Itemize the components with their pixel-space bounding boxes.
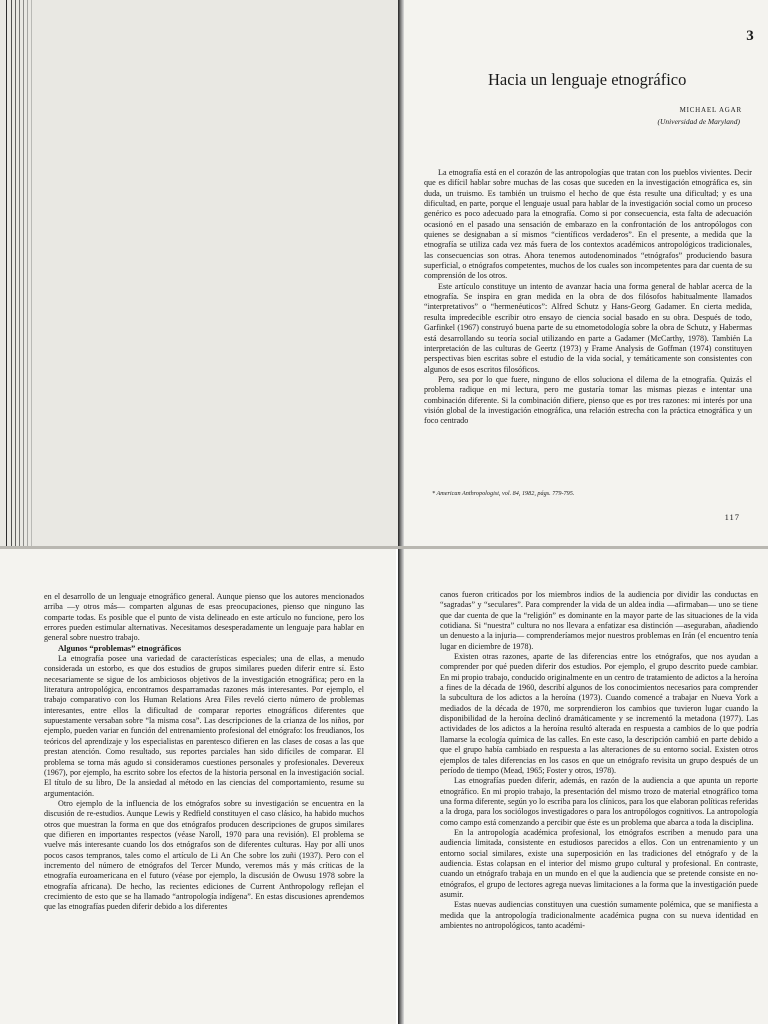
paragraph: La etnografía está en el corazón de las antropologías que tratan con los pueblos vivientes. Decir que es difícil hablar sobre muchas de las cosas que suceden en la investigación etnográfica es, sin duda, un truismo. Es también un truismo el hecho de que ésta resulte una dificultad; y es una dificultad, en parte, porque el lenguaje usual para hablar de la investigación social como un proceso genérico es poco adecuado para la etnografía. Como si por consecuencia, esta falta de adecuación ocasionó en el pasado una sensación de embarazo en la confrontación de los antropólogos con quienes se designaban a sí mismos “científicos verdaderos”. En el presente, a medida que la etnografía se utiliza cada vez más fuera de los contextos académicos antropológicos tradicionales, las consecuencias son otras. Ahora tenemos autodenominados “etnógrafos” produciendo basura superficial, o etnógrafos competentes, muchos de los cuales son incompetentes para dar cuenta de su comprensión de los otros. (424, 168, 752, 281)
binding-edge-line (19, 0, 20, 548)
paragraph: en el desarrollo de un lenguaje etnográfico general. Aunque pienso que los autores mencionados arriba —y otros más— comparten algunas de esas preocupaciones, pienso que ninguno las comparte todas. Es posible que el punto de vista delineado en este artículo no funcione, pero los errores pueden estimular alternativas. Necesitamos desesperadamente un lenguaje para hablar en general sobre nuestro trabajo. (44, 592, 364, 643)
author-affiliation: (Universidad de Maryland) (657, 117, 740, 126)
page-divider-horizontal (0, 546, 768, 549)
paragraph: Otro ejemplo de la influencia de los etnógrafos sobre su investigación se encuentra en la discusión de re-estudios. Aunque Lewis y Redfield constituyen el caso clásico, ha habido muchos otros que muestran la forma en que dos etnógrafos producen descripciones de grupos similares que difieren en importantes respectos (véase Naroll, 1970 para una revisión). El problema se vuelve más interesante cuando los dos etnógrafos son de diferentes culturas. Hay por allí unos pocos casos tempranos, tales como el artículo de Li An Che sobre los zuñi (1937). Pero con el incremento del número de etnógrafos del Tercer Mundo, veremos más y más críticas de la etnografía euroamericana en el futuro (véase por ejemplo, la discusión de Owusu 1978 sobre la etnografía africana). De hecho, las recientes ediciones de Current Anthropology reflejan el crecimiento de esto que se ha llamado “antropología indígena”. En estas discusiones aprendemos que las etnografías pueden diferir debido a los diferentes (44, 798, 364, 912)
chapter-opening-page (402, 0, 768, 548)
paragraph: Estas nuevas audiencias constituyen una cuestión sumamente polémica, que se manifiesta a medida que la antropología tradicionalmente académica pugna con su nueva identidad en ambientes no antropológicos, tanto académi- (440, 900, 758, 930)
binding-edge-line (6, 0, 7, 548)
paragraph: Pero, sea por lo que fuere, ninguno de ellos soluciona el dilema de la etnografía. Quizás el problema radique en mi lectura, pero me gustaría tomar las mismas piezas e intentar una combinación diferente. Si la combinación difiere, pienso que es por tres razones: mi interés por una visión global de la investigación etnográfica, una relación estrecha con la práctica etnográfica y un foco centrado (424, 374, 752, 426)
right-page (398, 548, 768, 1024)
binding-edge-line (15, 0, 16, 548)
binding-edge-line (31, 0, 32, 548)
right-page-text (440, 590, 758, 931)
paragraph: Este artículo constituye un intento de avanzar hacia una forma general de hablar acerca de la etnografía. Se inspira en gran medida en la obra de dos filósofos habitualmente llamados “interpretativos” o “hermenéuticos”: Alfred Schutz y Hans-Georg Gadamer. En cierta medida, resulta impredecible escribir otro ensayo de ciencia social basado en su obra. Después de todo, Garfinkel (1967) construyó buena parte de su etnometodología sobre la obra de Schutz, y Habermas está desarrollando su teoría social utilizando en parte a Gadamer (McCarthy, 1978). También La interpretación de las culturas de Geertz (1973) y Frame Analysis de Goffman (1974) constituyen perspectivas bien escritas sobre el estudio de la vida social, y temáticamente son consistentes con algunos de esos escritos filosóficos. (424, 281, 752, 374)
chapter-title: Hacia un lenguaje etnográfico (488, 70, 687, 89)
paragraph: La etnografía posee una variedad de características especiales; una de ellas, a menudo considerada un estorbo, es que dos estudios de grupos similares pueden diferir entre sí. Esto necesariamente se sigue de los ambiciosos objetivos de la investigación etnográfica; pero en la literatura antropológica, encontramos desparramadas razones más interesantes. Por ejemplo, el trabajo comparativo con los Human Relations Area Files reveló cierto número de problemas interesantes, entre ellos la dificultad de comparar reportes etnográficos diferentes que supuestamente versaban sobre “la misma cosa”. Las descripciones de la crianza de los niños, por ejemplo, pueden variar en función del entrenamiento profesional del etnógrafo: los freudianos, los teóricos del aprendizaje y los especialistas en parentesco difieren en las clases de cosas a las que prestan atención. Como resultado, sus reportes parciales han sido difíciles de comparar. El problema se torna más agudo si consideramos cuestiones personales y profesionales. Devereux (1967), por ejemplo, ha escrito sobre los efectos de la historia personal en la investigación social. El título de su libro, De la ansiedad al método en las ciencias del comportamiento, resume su argumentación. (44, 654, 364, 798)
chapter-number: 3 (746, 28, 754, 44)
footnote: * American Anthropologist, vol. 84, 1982, págs. 779-795. (432, 490, 575, 497)
left-page-text (44, 592, 364, 913)
section-heading: Algunos “problemas” etnográficos (58, 643, 182, 653)
left-page (0, 548, 396, 1024)
book-gutter-vertical (398, 0, 404, 1024)
page-number: 117 (724, 512, 740, 522)
binding-edge-line (27, 0, 28, 548)
blank-facing-page (0, 0, 400, 548)
paragraph: Existen otras razones, aparte de las diferencias entre los etnógrafos, que nos ayudan a comprender por qué pueden diferir dos estudios. Por ejemplo, el grupo descrito puede cambiar. En mi propio trabajo, conducido originalmente en un centro de tratamiento de adictos a la heroína a fines de la década de 1960, describí algunos de los conocimientos necesarios para comprender la subcultura de los adictos a la heroína (1973). Cuando comencé a trabajar en Nueva York a mediados de la década de 1970, me sorprendieron los cambios que tuvieron lugar cuando la disponibilidad de la heroína declinó dramáticamente y se incrementó la metadona (1977). Las actividades de los adictos a la heroína resultó alterada en respuesta a cambios de lo que podría llamarse la ecología química de las calles. En este caso, la descripción cambió en parte debido a que el grupo había cambiado en respuesta a las alteraciones de su entorno social. Existen otros ejemplos de tales diferencias en los casos en que un etnógrafo revisita un grupo después de un período de tiempo (Mead, 1965; Foster y otros, 1978). (440, 652, 758, 775)
binding-edge-line (11, 0, 12, 548)
paragraph: canos fueron criticados por los miembros indios de la audiencia por dividir las conductas en “sagradas” y “seculares”. Para comprender la vida de un aldea india —afirmaban— uno se tiene que dar cuenta de que la “religión” es dominante en la mayor parte de las situaciones de la vida cotidiana. Si “nuestra” cultura no nos llevara a enfatizar esa distinción —aseguraban, añadiendo un denuesto a la injuria— comprenderíamos mejor nuestros problemas en Irán (el encuentro tenía lugar en diciembre de 1978). (440, 590, 758, 651)
paragraph: Las etnografías pueden diferir, además, en razón de la audiencia a que apunta un reporte etnográfico. En mi propio trabajo, la presentación del mismo trozo de material etnográfico toma una forma diferente, según yo lo escriba para los clínicos, para los que elaboran políticas referidas a la droga, para los sociólogos investigadores o para los antropólogos cognitivos. La antropología como campo está comenzando a percibir que éste es un problema que abarca a toda la disciplina. (440, 776, 758, 827)
binding-edge-line (23, 0, 24, 548)
paragraph: En la antropología académica profesional, los etnógrafos escriben a menudo para una audiencia limitada, consistente en estudiosos parecidos a ellos. Con un entrenamiento y un entorno social similares, existe una superposición en las tradiciones del etnógrafo y de la audiencia. Estas colapsan en el interior del mismo grupo cultural y profesional. En contraste, cuando un etnógrafo trabaja en un mundo en el que la audiencia que se pretende consiste en no-etnógrafos, el grupo de lectores agrega nuevas limitaciones a la forma que la investigación puede asumir. (440, 827, 758, 899)
chapter-intro-text (424, 168, 752, 427)
author-name: MICHAEL AGAR (679, 106, 742, 114)
